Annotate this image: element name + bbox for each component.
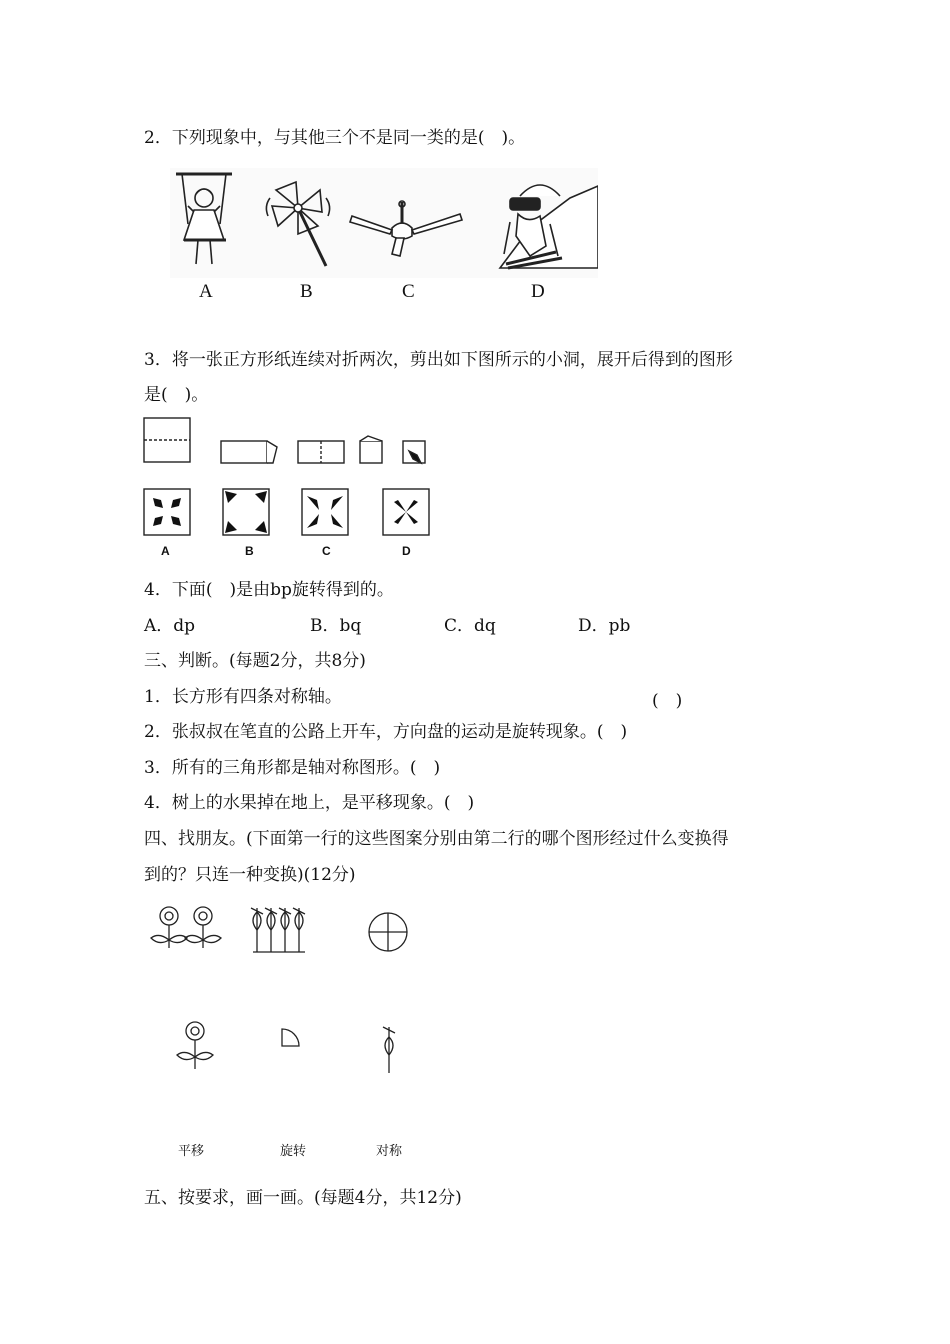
q4-text: 4．下面( )是由bp旋转得到的。 xyxy=(144,580,394,600)
q3-folding-steps xyxy=(143,417,443,465)
q3-option-b: B xyxy=(245,544,254,558)
section4-label-rotation: 旋转 xyxy=(280,1144,307,1159)
q4-option-a: A．dp xyxy=(144,616,196,636)
q3-option-a: A xyxy=(161,544,170,558)
section3-title: 三、判断。(每题2分，共8分) xyxy=(144,651,366,671)
section4-label-translation: 平移 xyxy=(178,1144,205,1159)
q2-text: 2．下列现象中，与其他三个不是同一类的是( )。 xyxy=(144,128,526,148)
section3-item-1: 1．长方形有四条对称轴。 xyxy=(144,687,342,707)
section3-item-1-answer-paren: ( ) xyxy=(652,691,683,711)
q2-pictures xyxy=(170,168,598,278)
q2-option-c: C xyxy=(402,281,415,302)
section4-label-symmetry: 对称 xyxy=(376,1144,403,1159)
section4-row2-shapes xyxy=(170,1015,420,1075)
q2-option-d: D xyxy=(531,281,545,302)
section3-item-3: 3．所有的三角形都是轴对称图形。( ) xyxy=(144,758,441,778)
q4-option-b: B．bq xyxy=(310,616,362,636)
q3-text-line1: 3．将一张正方形纸连续对折两次，剪出如下图所示的小洞，展开后得到的图形 xyxy=(144,350,733,370)
q3-option-d: D xyxy=(402,544,411,558)
section3-item-2: 2．张叔叔在笔直的公路上开车，方向盘的运动是旋转现象。( ) xyxy=(144,722,628,742)
section4-title-line1: 四、找朋友。(下面第一行的这些图案分别由第二行的哪个图形经过什么变换得 xyxy=(144,829,729,849)
q2-option-a: A xyxy=(199,281,213,302)
q3-text-line2: 是( )。 xyxy=(144,385,209,405)
section5-title: 五、按要求，画一画。(每题4分，共12分) xyxy=(144,1188,462,1208)
q4-option-d: D．pb xyxy=(578,616,631,636)
q3-answer-choices xyxy=(143,488,433,538)
section4-title-line2: 到的？只连一种变换)(12分) xyxy=(144,865,356,885)
q4-option-c: C．dq xyxy=(444,616,496,636)
q3-option-c: C xyxy=(322,544,331,558)
section4-row1-patterns xyxy=(145,900,425,960)
section3-item-4: 4．树上的水果掉在地上，是平移现象。( ) xyxy=(144,793,475,813)
q2-option-b: B xyxy=(300,281,313,302)
